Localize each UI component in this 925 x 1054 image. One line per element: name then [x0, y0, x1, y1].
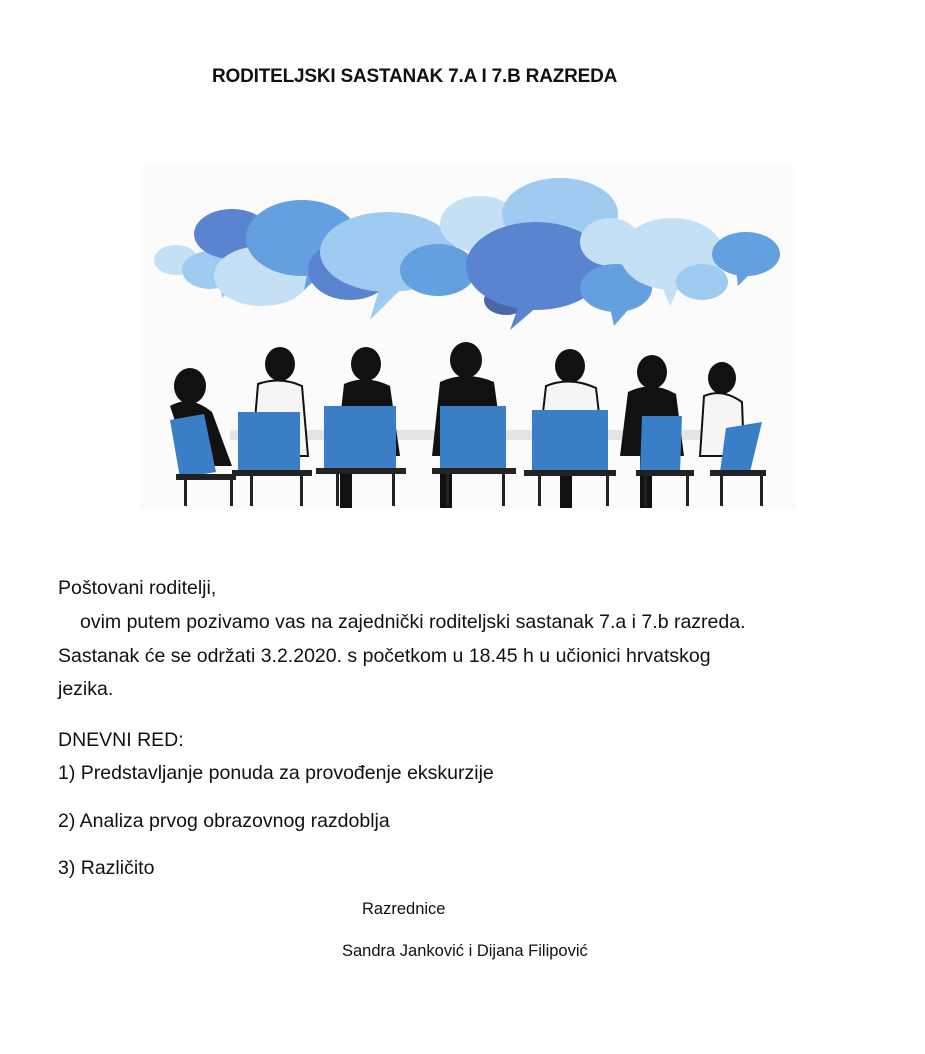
signature-role: Razrednice	[362, 900, 446, 918]
meeting-illustration	[140, 166, 796, 508]
signature-names: Sandra Janković i Dijana Filipović	[342, 942, 588, 960]
document-title: RODITELJSKI SASTANAK 7.A I 7.B RAZREDA	[212, 66, 618, 87]
agenda-item: 1) Predstavljanje ponuda za provođenje ekskurzije	[58, 762, 494, 784]
body-line-2: Sastanak će se održati 3.2.2020. s početkom u 18.45 h u učionici hrvatskog	[58, 645, 711, 667]
body-line-3: jezika.	[58, 678, 114, 700]
body-line-1: ovim putem pozivamo vas na zajednički roditeljski sastanak 7.a i 7.b razreda.	[80, 611, 746, 633]
agenda-heading: DNEVNI RED:	[58, 729, 184, 751]
agenda-item: 3) Različito	[58, 857, 155, 879]
agenda-item: 2) Analiza prvog obrazovnog razdoblja	[58, 810, 390, 832]
greeting: Poštovani roditelji,	[58, 577, 217, 599]
